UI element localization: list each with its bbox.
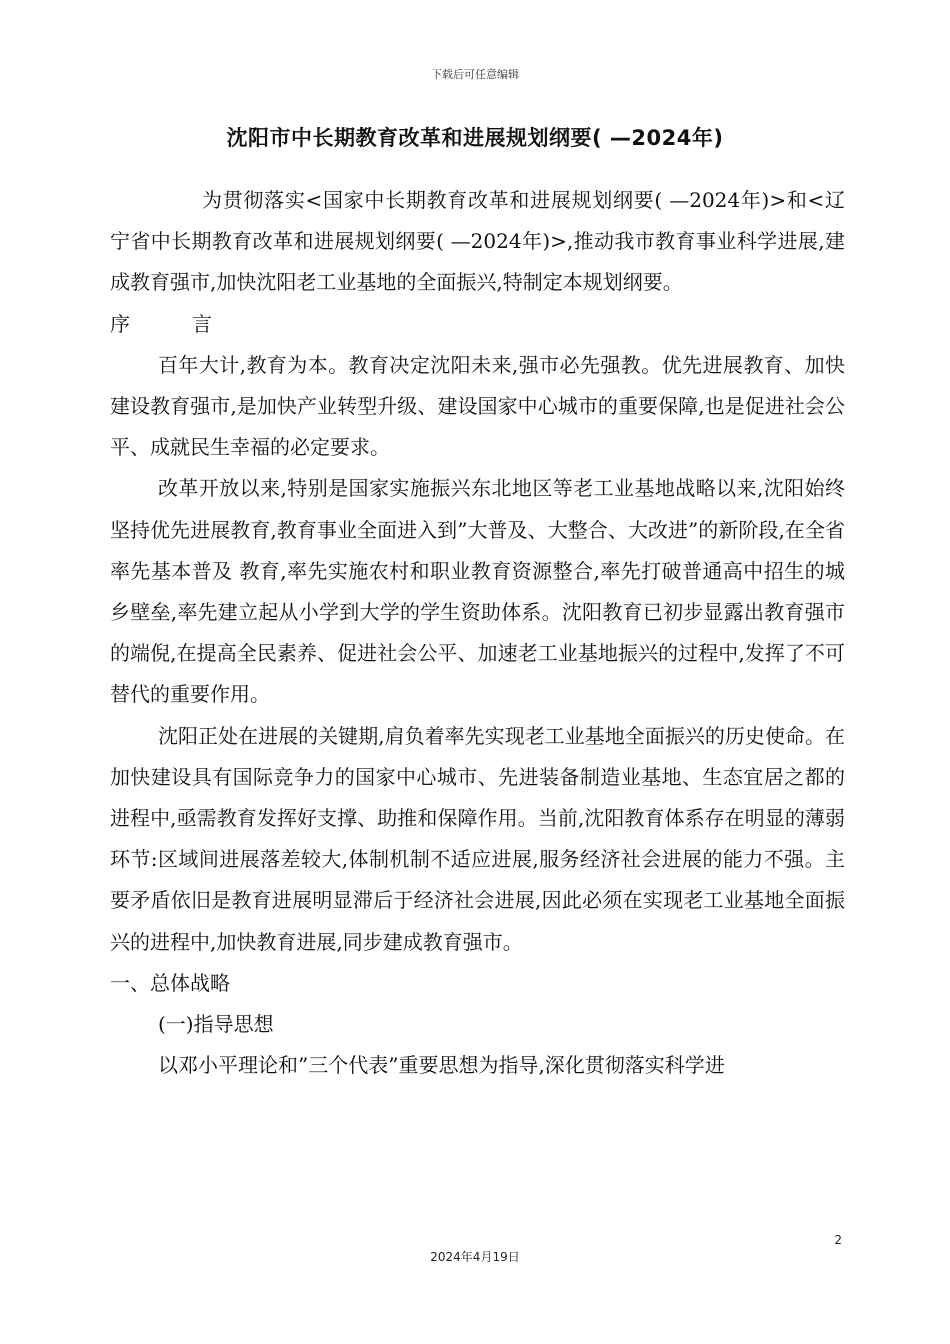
preface-heading-char1: 序: [110, 311, 130, 336]
guiding-paragraph: 以邓小平理论和”三个代表”重要思想为指导,深化贯彻落实科学进: [158, 1053, 725, 1078]
preface-heading: [110, 304, 845, 345]
document-title: 沈阳市中长期教育改革和进展规划纲要( —2024年): [226, 126, 724, 150]
intro-paragraph: 为贯彻落实<国家中长期教育改革和进展规划纲要( —2024年)>和<辽宁省中长期教育改革和进展规划纲要( —2024年)>,推动我市教育事业科学进展,建成教育强市,加快沈阳老工业基地的全面振兴,特制定本规划纲要。: [110, 188, 845, 295]
preface-paragraph-3: 沈阳正处在进展的关键期,肩负着率先实现老工业基地全面振兴的历史使命。在加快建设具有国际竞争力的国家中心城市、先进装备制造业基地、生态宜居之都的进程中,亟需教育发挥好支撑、助推和保障作用。当前,沈阳教育体系存在明显的薄弱环节:区域间进展落差较大,体制机制不适应进展,服务经济社会进展的能力不强。主要矛盾依旧是教育进展明显滞后于经济社会进展,因此必须在实现老工业基地全面振兴的进程中,加快教育进展,同步建成教育强市。: [110, 723, 845, 954]
section-heading: 一、总体战略: [110, 970, 230, 995]
preface-paragraph-2: 改革开放以来,特别是国家实施振兴东北地区等老工业基地战略以来,沈阳始终坚持优先进展教育,教育事业全面进入到”大普及、大整合、大改进”的新阶段,在全省率先基本普及 教育,率先实施农村和职业教育资源整合,率先打破普通高中招生的城乡壁垒,率先建立起从小学到大学的学生资助体系。沈阳教育已初步显露出教育强市的端倪,在提高全民素养、促进社会公平、加速老工业基地振兴的过程中,发挥了不可替代的重要作用。: [110, 476, 845, 707]
header-note: 下载后可任意编辑: [431, 68, 519, 81]
preface-paragraph-1: 百年大计,教育为本。教育决定沈阳未来,强市必先强教。优先进展教育、加快建设教育强市,是加快产业转型升级、建设国家中心城市的重要保障,也是促进社会公平、成就民生幸福的必定要求。: [110, 352, 845, 460]
footer-date: 2024年4月19日: [430, 1250, 520, 1264]
page-number: 2: [834, 1233, 842, 1247]
document-body: [110, 180, 845, 1086]
preface-heading-char2: 言: [192, 311, 212, 336]
subsection-heading: (一)指导思想: [158, 1012, 274, 1037]
